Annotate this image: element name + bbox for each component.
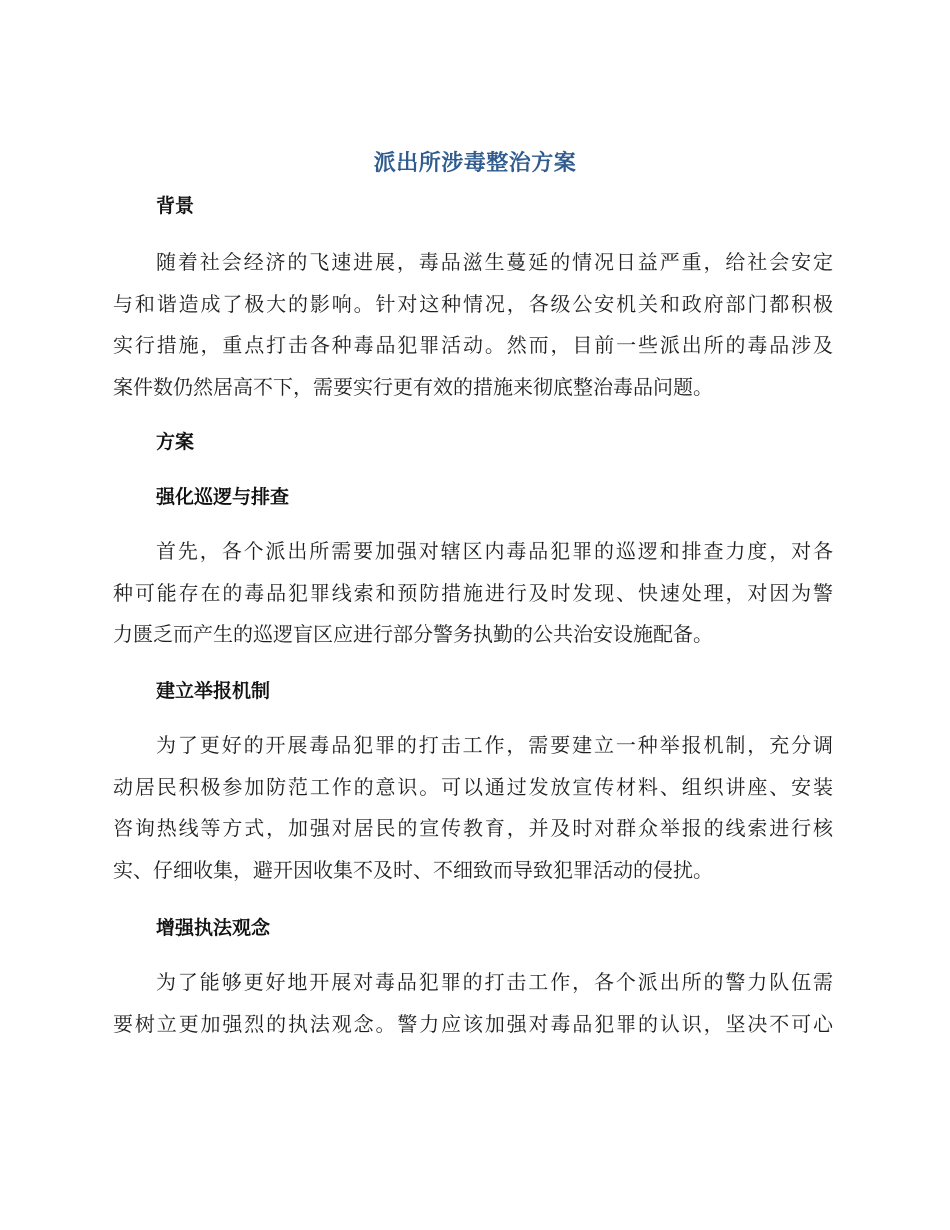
paragraph-line: 随着社会经济的飞速进展，毒品滋生蔓延的情况日益严重，给社会安定 — [156, 250, 833, 274]
paragraph-line: 要树立更加强烈的执法观念。警力应该加强对毒品犯罪的认识，坚决不可心 — [113, 1011, 833, 1036]
section-heading-reporting: 建立举报机制 — [156, 680, 271, 702]
paragraph-line: 实、仔细收集，避开因收集不及时、不细致而导致犯罪活动的侵扰。 — [113, 857, 713, 882]
document-title: 派出所涉毒整治方案 — [373, 151, 577, 176]
section-heading-enforcement: 增强执法观念 — [156, 917, 271, 939]
paragraph-line: 实行措施，重点打击各种毒品犯罪活动。然而，目前一些派出所的毒品涉及 — [113, 333, 833, 357]
paragraph-reporting — [113, 725, 833, 891]
section-heading-patrol: 强化巡逻与排查 — [156, 486, 290, 508]
paragraph-enforcement — [113, 962, 833, 1045]
paragraph-line: 动居民积极参加防范工作的意识。可以通过发放宣传材料、组织讲座、安装 — [113, 774, 833, 799]
paragraph-line: 种可能存在的毒品犯罪线索和预防措施进行及时发现、快速处理，对因为警 — [113, 580, 833, 605]
paragraph-background — [113, 242, 833, 408]
paragraph-line: 咨询热线等方式，加强对居民的宣传教育，并及时对群众举报的线索进行核 — [113, 816, 833, 840]
paragraph-line: 力匮乏而产生的巡逻盲区应进行部分警务执勤的公共治安设施配备。 — [113, 622, 713, 646]
paragraph-line: 与和谐造成了极大的影响。针对这种情况，各级公安机关和政府部门都积极 — [113, 291, 833, 316]
section-heading-background: 背景 — [156, 195, 195, 217]
paragraph-patrol — [113, 531, 833, 656]
section-heading-plan: 方案 — [156, 431, 195, 453]
paragraph-line: 为了更好的开展毒品犯罪的打击工作，需要建立一种举报机制，充分调 — [156, 733, 833, 757]
paragraph-line: 为了能够更好地开展对毒品犯罪的打击工作，各个派出所的警力队伍需 — [156, 970, 833, 994]
paragraph-line: 首先，各个派出所需要加强对辖区内毒品犯罪的巡逻和排查力度，对各 — [156, 539, 833, 563]
paragraph-line: 案件数仍然居高不下，需要实行更有效的措施来彻底整治毒品问题。 — [113, 374, 713, 399]
